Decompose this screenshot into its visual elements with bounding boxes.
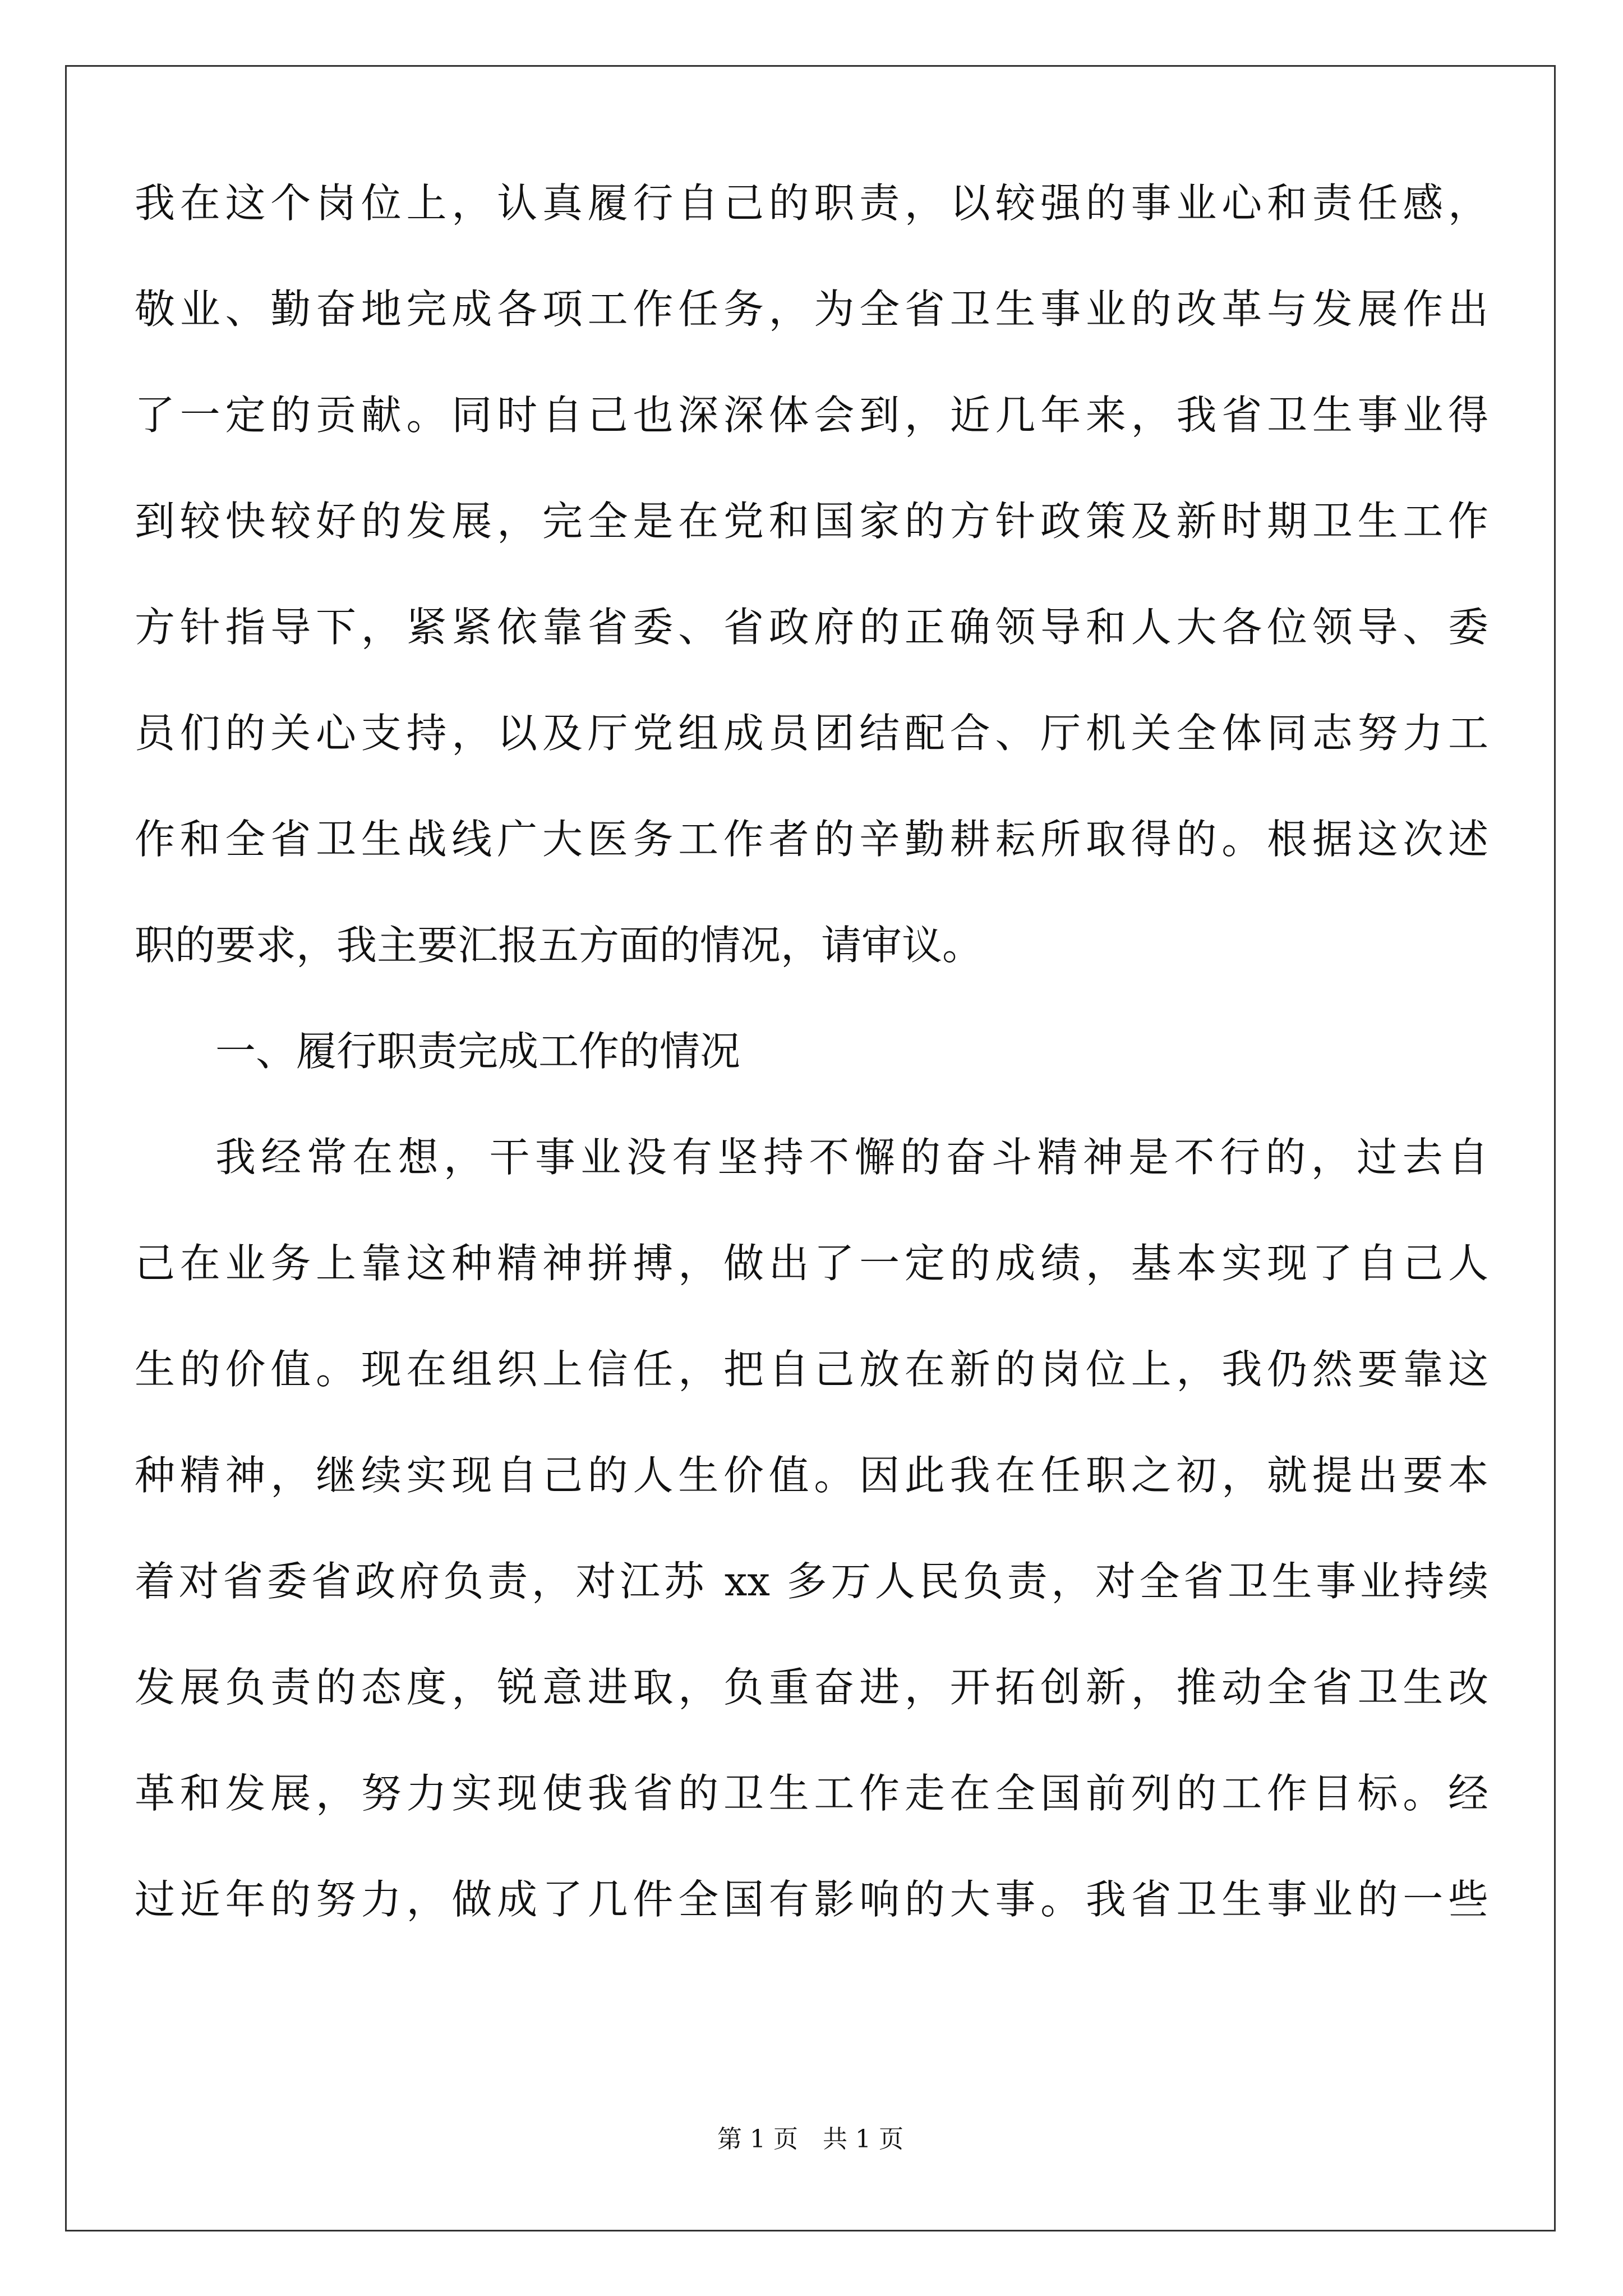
text-line: 了一定的贡献。同时自己也深深体会到，近几年来，我省卫生事业得 (135, 392, 1488, 439)
text-line: 过近年的努力，做成了几件全国有影响的大事。我省卫生事业的一些 (135, 1876, 1488, 1923)
text-line: 员们的关心支持，以及厅党组成员团结配合、厅机关全体同志努力工 (135, 710, 1488, 757)
section-heading: 一、履行职责完成工作的情况 (215, 1028, 741, 1075)
text-line: 发展负责的态度，锐意进取，负重奋进，开拓创新，推动全省卫生改 (135, 1664, 1488, 1711)
text-line: 作和全省卫生战线广大医务工作者的辛勤耕耘所取得的。根据这次述 (135, 816, 1488, 863)
text-line: 我在这个岗位上，认真履行自己的职责，以较强的事业心和责任感， (135, 180, 1488, 227)
text-line: 己在业务上靠这种精神拼搏，做出了一定的成绩，基本实现了自己人 (135, 1240, 1488, 1287)
text-line: 我经常在想，干事业没有坚持不懈的奋斗精神是不行的，过去自 (215, 1134, 1488, 1181)
text-line: 职的要求，我主要汇报五方面的情况，请审议。 (135, 922, 983, 969)
text-line: 到较快较好的发展，完全是在党和国家的方针政策及新时期卫生工作 (135, 498, 1488, 545)
text-line: 着对省委省政府负责，对江苏 xx 多万人民负责，对全省卫生事业持续 (135, 1558, 1488, 1605)
document-body (135, 150, 1488, 2074)
text-line: 敬业、勤奋地完成各项工作任务，为全省卫生事业的改革与发展作出 (135, 286, 1488, 333)
text-line: 革和发展，努力实现使我省的卫生工作走在全国前列的工作目标。经 (135, 1770, 1488, 1817)
text-line: 方针指导下，紧紧依靠省委、省政府的正确领导和人大各位领导、委 (135, 604, 1488, 651)
page-number-footer: 第 1 页 共 1 页 (717, 2125, 903, 2154)
text-line: 种精神，继续实现自己的人生价值。因此我在任职之初，就提出要本 (135, 1452, 1488, 1499)
text-line: 生的价值。现在组织上信任，把自己放在新的岗位上，我仍然要靠这 (135, 1346, 1488, 1393)
